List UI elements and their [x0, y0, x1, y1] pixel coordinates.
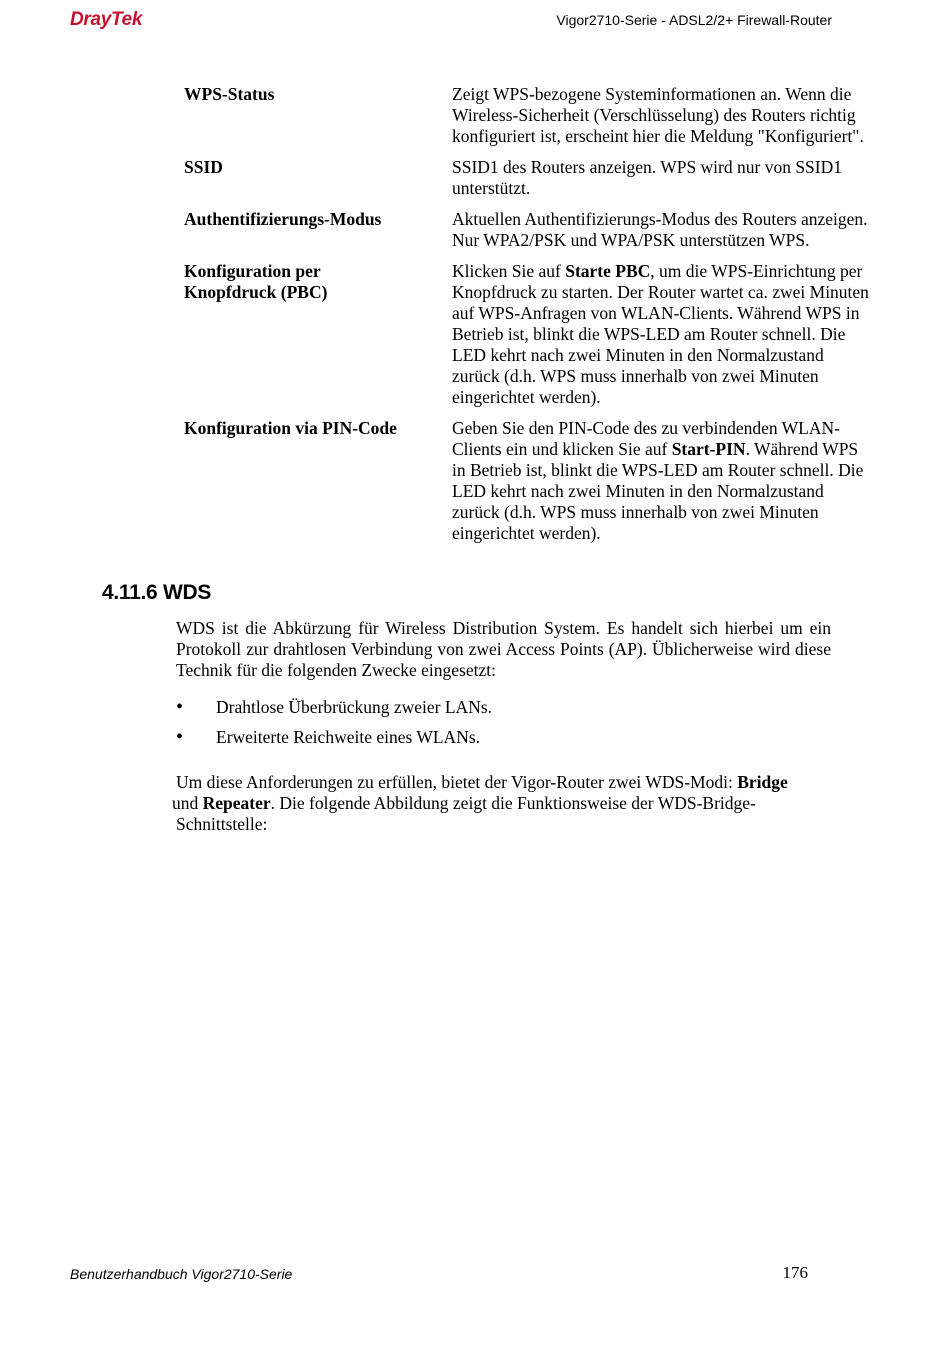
- bullet-icon: •: [176, 696, 184, 718]
- definition-row: [184, 261, 874, 418]
- list-item: [176, 727, 831, 748]
- definition-term: SSID: [184, 157, 223, 177]
- definition-desc: Zeigt WPS-bezogene Systeminformationen an. Wenn die Wireless-Sicherheit (Verschlüsselung) des Routers richtig konfiguriert ist, erscheint hier die Meldung "Konfiguriert".: [452, 84, 864, 146]
- definition-term: Authentifizierungs-Modus: [184, 209, 382, 229]
- definition-row: [184, 418, 874, 554]
- section-heading: 4.11.6 WDS: [102, 581, 212, 604]
- definition-table: [184, 84, 874, 554]
- definition-term: WPS-Status: [184, 84, 275, 104]
- outro-text: . Die folgende Abbildung zeigt die Funktionsweise der WDS-Bridge-Schnittstelle:: [176, 793, 756, 834]
- draytek-logo: DrayTek: [70, 9, 143, 30]
- list-item-text: Drahtlose Überbrückung zweier LANs.: [216, 697, 493, 717]
- desc-text: . Während WPS in Betrieb ist, blinkt die WPS-LED am Router schnell. Die LED kehrt nach zwei Minuten in den Normalzustand zurück (d.h. WPS muss innerhalb von zwei Minuten eingerichtet werden).: [452, 439, 864, 543]
- outro-text: Um diese Anforderungen zu erfüllen, bietet der Vigor-Router zwei WDS-Modi:: [176, 772, 738, 792]
- footer-manual-title: Benutzerhandbuch Vigor2710-Serie: [70, 1266, 293, 1282]
- outro-text: und: [172, 793, 203, 813]
- starte-pbc-label: Starte PBC: [565, 261, 651, 281]
- desc-text: , um die WPS-Einrichtung per Knopfdruck zu starten. Der Router wartet ca. zwei Minuten auf WPS-Anfragen von WLAN-Clients. Während WPS in Betrieb ist, blinkt die WPS-LED am Router schnell. Die LED kehrt nach zwei Minuten in den Normalzustand zurück (d.h. WPS muss innerhalb von zwei Minuten eingerichtet werden).: [452, 261, 869, 407]
- definition-desc: [452, 261, 874, 418]
- definition-row: [184, 157, 874, 209]
- bullet-icon: •: [176, 726, 184, 748]
- desc-text: Klicken Sie auf: [452, 261, 566, 281]
- repeater-label: Repeater: [202, 793, 271, 813]
- definition-term: Konfiguration per Knopfdruck (PBC): [184, 261, 328, 302]
- definition-term: Konfiguration via PIN-Code: [184, 418, 397, 438]
- bridge-label: Bridge: [737, 772, 788, 792]
- bullet-list: [176, 697, 831, 757]
- outro-paragraph: [172, 772, 831, 835]
- definition-desc: [452, 418, 874, 554]
- header-title: Vigor2710-Serie - ADSL2/2+ Firewall-Router: [556, 12, 832, 28]
- definition-desc: Aktuellen Authentifizierungs-Modus des Routers anzeigen. Nur WPA2/PSK und WPA/PSK unterstützen WPS.: [452, 209, 868, 250]
- list-item: [176, 697, 831, 718]
- definition-desc: SSID1 des Routers anzeigen. WPS wird nur von SSID1 unterstützt.: [452, 157, 843, 198]
- definition-row: [184, 209, 874, 261]
- start-pin-label: Start-PIN: [671, 439, 746, 459]
- page-number: 176: [782, 1263, 808, 1282]
- list-item-text: Erweiterte Reichweite eines WLANs.: [216, 727, 481, 747]
- intro-paragraph: WDS ist die Abkürzung für Wireless Distribution System. Es handelt sich hierbei um ein Protokoll zur drahtlosen Verbindung von zwei Access Points (AP). Üblicherweise wird diese Technik für die folgenden Zwecke eingesetzt:: [176, 618, 831, 680]
- definition-row: [184, 84, 874, 157]
- desc-text: Geben Sie den PIN-Code des zu verbindenden WLAN-Clients ein und klicken Sie auf: [452, 418, 840, 459]
